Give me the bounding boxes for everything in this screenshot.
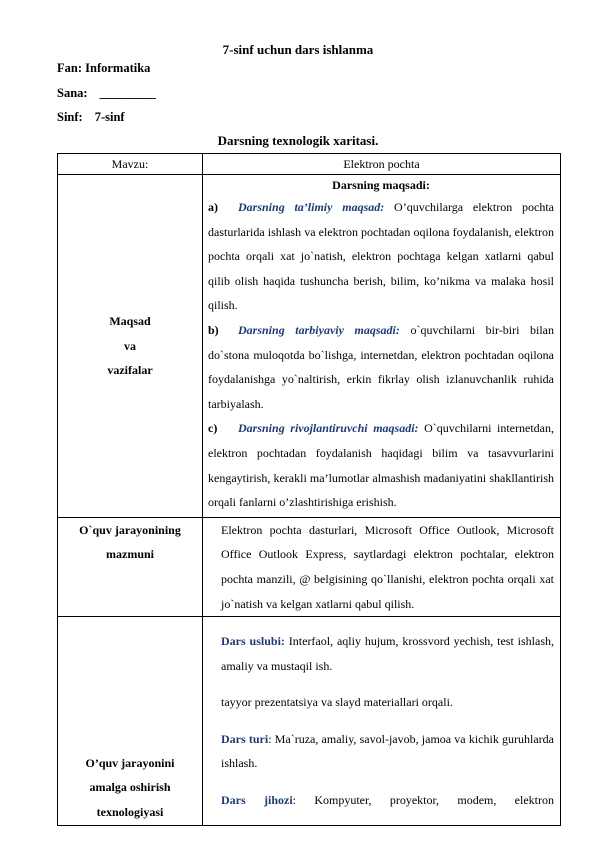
goals-label-line: va [124, 338, 136, 353]
goal-c-text: O`quvchilarni internetdan, elektron pochtadan foydalanish haqidagi bilim va tasavvurlarini kengaytirish, kerakli ma’lumotlar almashish madaniyatini shakllantirish orqali fanlarni o’zlashtirishiga erishish. [208, 421, 554, 510]
method-line [221, 629, 554, 678]
table-row-content [58, 517, 561, 616]
equipment-label: Dars jihozi [221, 793, 293, 808]
goals-label-cell [58, 175, 203, 518]
table-row-goals [58, 175, 561, 518]
type-line [221, 727, 554, 776]
method-label: Dars uslubi: [221, 634, 285, 649]
goal-a [208, 195, 554, 318]
topic-label-cell: Mavzu: [58, 154, 203, 175]
table-row-technology [58, 617, 561, 826]
equipment-line [221, 788, 554, 813]
goal-c-letter: c) [208, 421, 218, 436]
goal-b [208, 318, 554, 416]
goal-a-text: O’quvchilarga elektron pochta dasturlarida ishlash va elektron pochtadan oqilona foydalanish, elektron pochta orqali xat jo`natish, elektron pochtaga kelgan xatlarni qabul qilib olish haqida tushuncha berish, bilim, ko’nikma va malaka hosil qilish. [208, 200, 554, 313]
date-label: Sana: [57, 86, 88, 100]
date-line [57, 86, 156, 101]
content-label-line: O`quv jarayonining [79, 522, 181, 537]
topic-value-cell: Elektron pochta [203, 154, 561, 175]
goals-heading: Darsning maqsadi: [332, 178, 430, 192]
subject-line: Fan: Informatika [57, 61, 151, 75]
table-header-row [58, 154, 561, 175]
goal-b-letter: b) [208, 322, 219, 337]
goals-label-line: vazifalar [107, 363, 153, 378]
type-text: : Ma`ruza, amaliy, savol-javob, jamoa va kichik guruhlarda ishlash. [221, 731, 554, 771]
equipment-text: : Kompyuter, proyektor, modem, elektron [292, 793, 555, 808]
document-title: 7-sinf uchun dars ishlanma [222, 42, 374, 57]
date-value: _________ [99, 86, 156, 100]
type-label: Dars turi [221, 731, 269, 746]
grade-value: 7-sinf [94, 110, 125, 124]
goal-a-letter: a) [208, 200, 218, 214]
content-text: Elektron pochta dasturlari, Microsoft Office Outlook, Microsoft Office Outlook Express, saytlardagi elektron pochtalar, elektron pochta manzili, @ belgisining qo`llanishi, elektron pochta orqali xat jo`natish va kelgan xatlarni qabul qilish. [221, 522, 554, 611]
content-label-line: mazmuni [106, 547, 154, 562]
document-subtitle: Darsning texnologik xaritasi. [217, 133, 379, 148]
goal-c-label: Darsning rivojlantiruvchi maqsadi: [238, 421, 419, 436]
goals-label-line: Maqsad [109, 313, 151, 328]
method-text: Interfaol, aqliy hujum, krossvord yechish, test ishlash, amaliy va mustaqil ish. [221, 634, 554, 673]
grade-line [57, 110, 125, 125]
goal-c [208, 416, 554, 514]
grade-label: Sinf: [57, 110, 83, 124]
technology-label-cell [58, 617, 203, 826]
lesson-map-table [57, 153, 561, 826]
goals-content-cell [203, 175, 561, 518]
technology-label-line: texnologiyasi [96, 805, 164, 820]
goal-b-text: o`quvchilarni bir-biri bilan do`stona muloqotda bo`lishga, internetdan, elektron pochtadan oqilona foydalanishga yo`naltirish, erkin fikrlay olish izlanuvchanlik ruhida tarbiyalash. [208, 322, 555, 411]
ready-materials-line: tayyor prezentatsiya va slayd materiallari orqali. [221, 695, 453, 710]
technology-label-line: amalga oshirish [89, 780, 171, 795]
goal-b-label: Darsning tarbiyaviy maqsadi: [238, 322, 400, 337]
technology-content-cell [203, 617, 561, 826]
content-label-cell [58, 517, 203, 616]
technology-label-line: O’quv jarayonini [85, 755, 175, 770]
goal-a-label: Darsning ta’limiy maqsad: [238, 200, 385, 214]
content-text-cell [203, 517, 561, 616]
